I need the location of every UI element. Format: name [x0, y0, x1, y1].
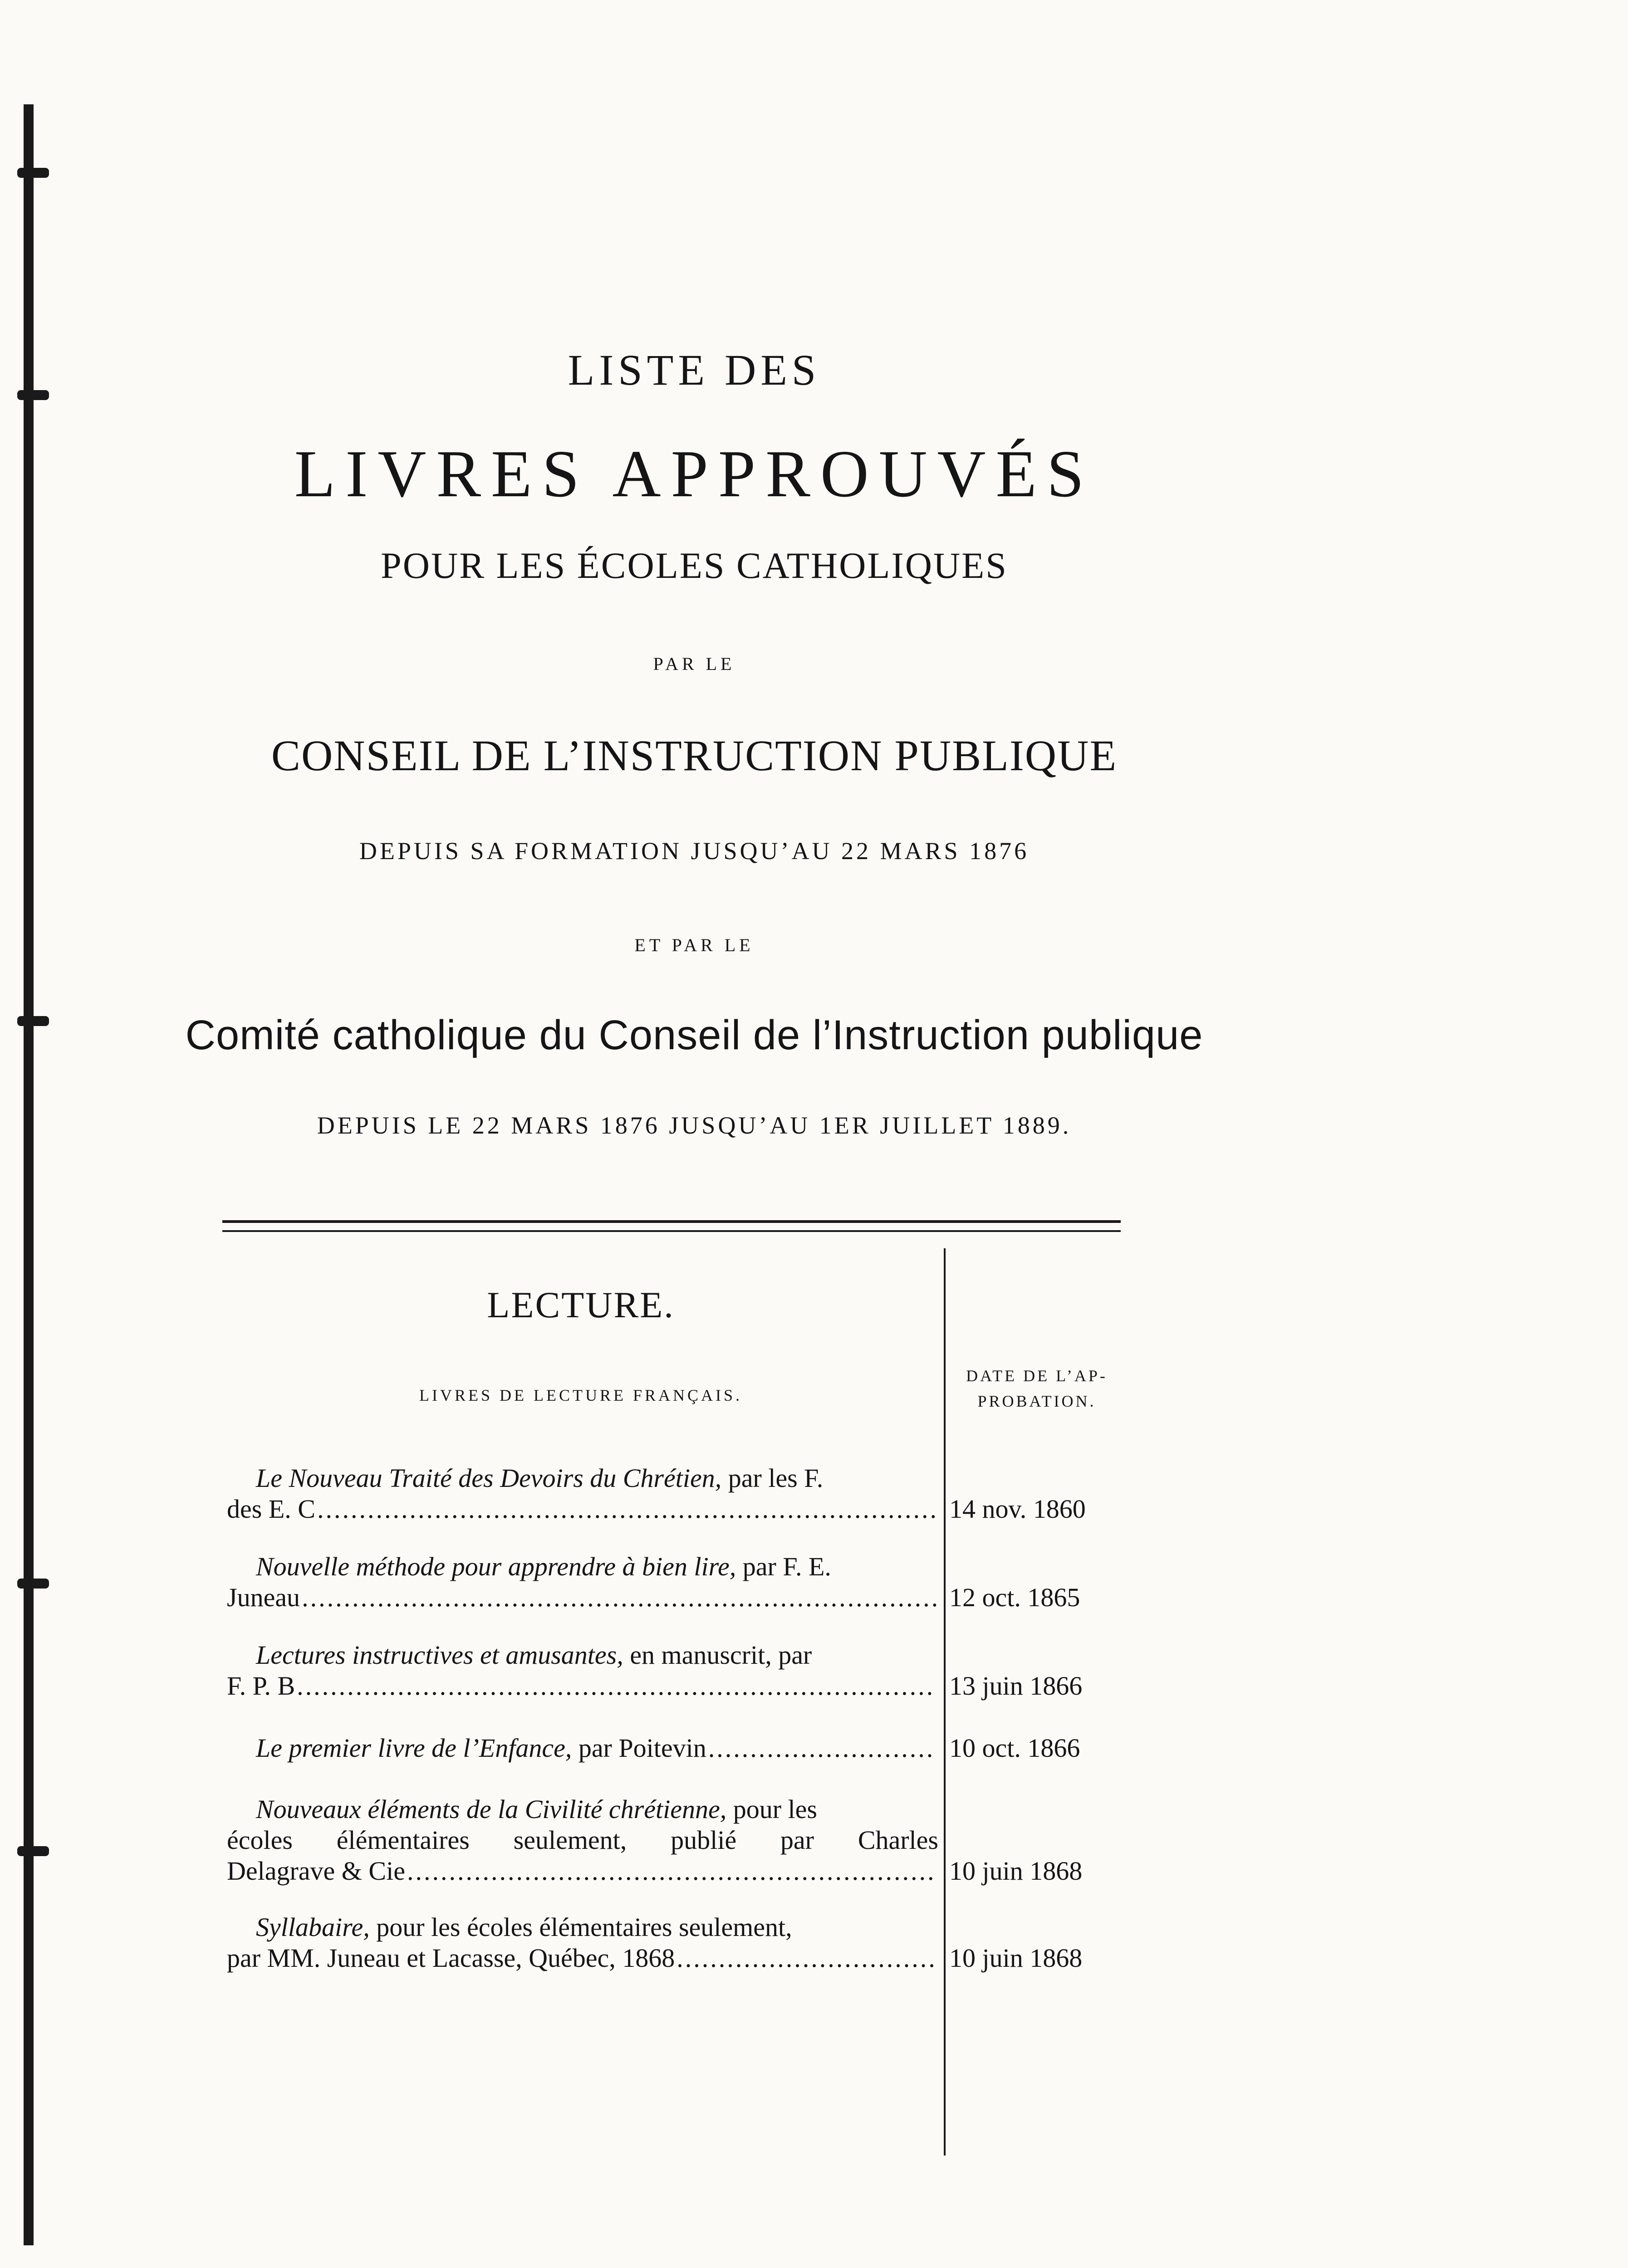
entry-last-line	[227, 1671, 938, 1701]
book-title: Syllabaire,	[256, 1912, 370, 1942]
date-column-header	[951, 1363, 1123, 1414]
entry-text: pour les écoles élémentaires seulement,	[369, 1912, 792, 1942]
book-title: Nouveaux éléments de la Civilité chrétienne,	[256, 1794, 727, 1824]
section-title: LECTURE.	[487, 1284, 675, 1325]
approval-date: 10 juin 1868	[949, 1856, 1083, 1886]
list-item	[227, 1551, 938, 1613]
entry-text: par les F.	[721, 1463, 824, 1493]
dot-leader	[677, 1943, 937, 1974]
header-line-7: ET PAR LE	[634, 935, 754, 955]
date-header-line: DATE DE L’AP-	[966, 1367, 1108, 1385]
entry-author: des E. C	[227, 1494, 315, 1524]
header-line-3: POUR LES ÉCOLES CATHOLIQUES	[381, 545, 1008, 586]
approval-date: 10 oct. 1866	[949, 1733, 1080, 1763]
approval-date: 14 nov. 1860	[949, 1494, 1086, 1524]
approval-date: 12 oct. 1865	[949, 1583, 1080, 1612]
entry-middle-line: écoles élémentaires seulement, publié par Charles	[227, 1825, 938, 1855]
binding-mark	[17, 1846, 49, 1856]
entry-first-line	[227, 1640, 938, 1671]
double-rule-bottom	[222, 1230, 1121, 1232]
dot-leader	[407, 1856, 937, 1887]
entry-text: pour les	[726, 1794, 817, 1824]
entry-text: en manuscrit, par	[623, 1640, 812, 1670]
entry-last-line	[227, 1582, 938, 1613]
dot-leader	[302, 1582, 937, 1613]
entry-text: par F. E.	[736, 1552, 831, 1581]
binding-mark	[17, 168, 49, 178]
entry-first-line	[227, 1912, 938, 1943]
double-rule-top	[222, 1220, 1121, 1223]
approval-date: 13 juin 1866	[949, 1671, 1083, 1701]
dot-leader	[297, 1671, 937, 1701]
list-item	[227, 1463, 938, 1525]
entry-author: Delagrave & Cie	[227, 1856, 405, 1886]
entry-first-line	[227, 1551, 938, 1582]
header-line-8: Comité catholique du Conseil de l’Instruction publique	[185, 1012, 1203, 1058]
entry-last-line	[227, 1943, 938, 1974]
header-line-1: LISTE DES	[568, 346, 821, 394]
entry-first-line	[227, 1463, 938, 1494]
book-title: Le premier livre de l’Enfance,	[256, 1733, 572, 1763]
list-item	[227, 1733, 938, 1764]
section-subtitle: LIVRES DE LECTURE FRANÇAIS.	[419, 1386, 743, 1404]
header-main-title: LIVRES APPROUVÉS	[294, 437, 1094, 511]
book-title: Lectures instructives et amusantes,	[256, 1640, 623, 1670]
entry-last-line	[227, 1494, 938, 1525]
entry-author: F. P. B	[227, 1671, 295, 1701]
book-title: Le Nouveau Traité des Devoirs du Chrétien,	[256, 1463, 722, 1493]
dot-leader	[317, 1494, 937, 1525]
entry-author: par MM. Juneau et Lacasse, Québec, 1868	[227, 1943, 675, 1973]
binding-mark	[17, 1579, 49, 1589]
entry-first-line	[227, 1794, 938, 1825]
entry-last-line	[227, 1856, 938, 1887]
header-line-9: DEPUIS LE 22 MARS 1876 JUSQU’AU 1ER JUILLET 1889.	[317, 1112, 1072, 1139]
page-binding-edge	[24, 104, 34, 2245]
book-title: Nouvelle méthode pour apprendre à bien lire,	[256, 1552, 736, 1581]
column-divider	[944, 1248, 946, 2156]
list-item	[227, 1912, 938, 1974]
list-item	[227, 1640, 938, 1701]
entry-author: Juneau	[227, 1583, 300, 1612]
header-line-6: DEPUIS SA FORMATION JUSQU’AU 22 MARS 1876	[359, 837, 1030, 865]
entry-author: par Poitevin	[578, 1733, 706, 1763]
list-item	[227, 1794, 938, 1887]
approval-date: 10 juin 1868	[949, 1943, 1083, 1973]
header-line-5: CONSEIL DE L’INSTRUCTION PUBLIQUE	[271, 731, 1118, 780]
entry-last-line	[227, 1733, 938, 1764]
header-line-4: PAR LE	[653, 654, 736, 674]
date-header-line: PROBATION.	[977, 1392, 1096, 1410]
dot-leader	[708, 1733, 937, 1764]
